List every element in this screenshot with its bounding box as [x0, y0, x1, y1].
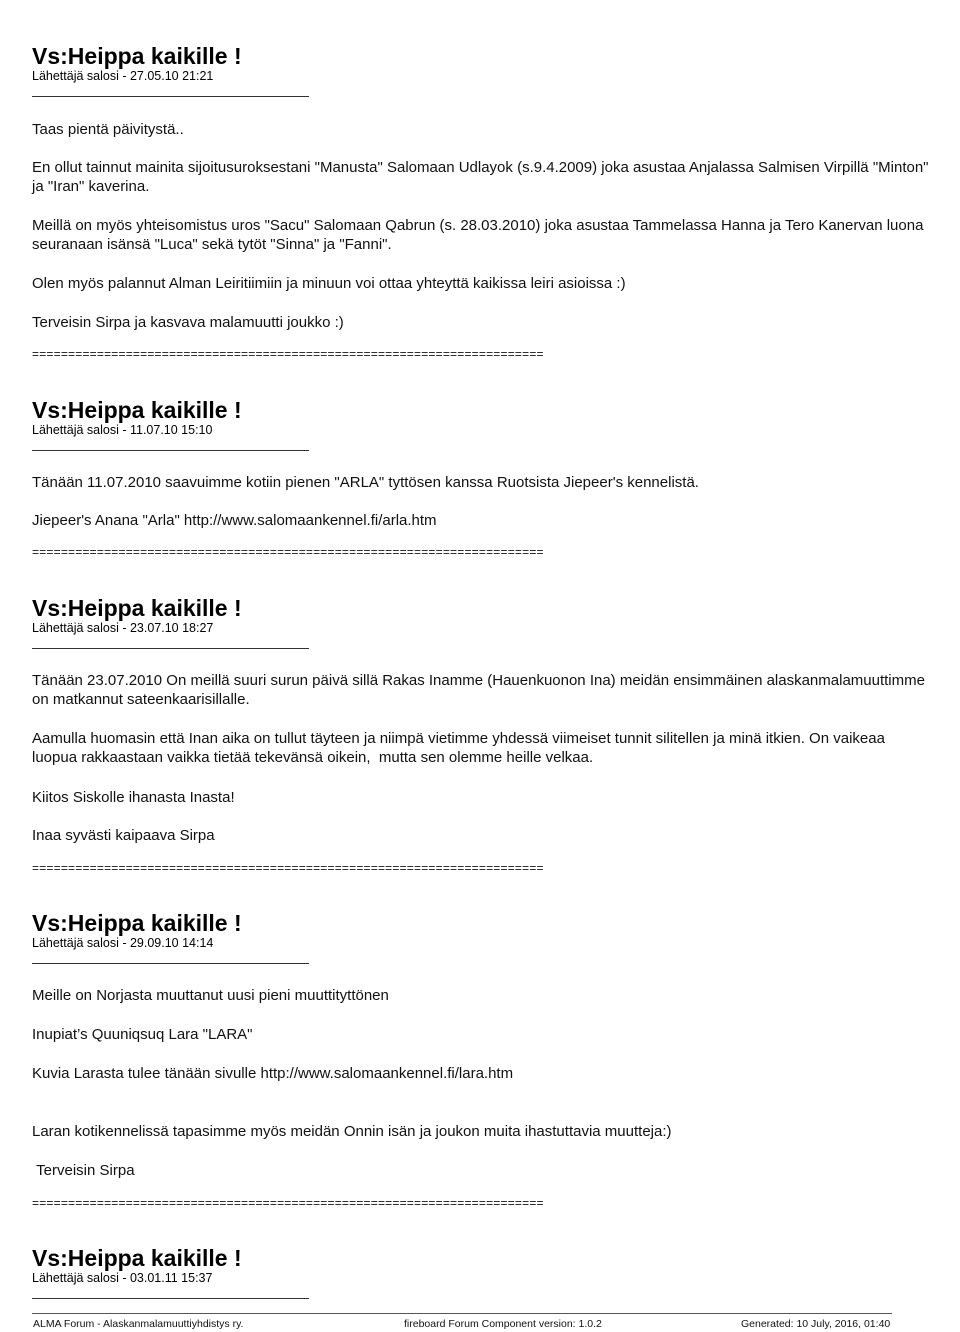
page-footer — [0, 1310, 960, 1332]
post-paragraph: Aamulla huomasin että Inan aika on tullut täyteen ja niimpä vietimme yhdessä viimeiset tunnit silitellen ja minä itkien. On vaikeaa luopua rakkaastaan vaikka tietää tekevänsä oikein, mutta sen olemme heille velkaa. — [32, 730, 890, 766]
post — [32, 43, 937, 361]
post-paragraph: Kiitos Siskolle ihanasta Inasta! — [32, 789, 235, 806]
post-paragraph: Terveisin Sirpa ja kasvava malamuutti joukko :) — [32, 314, 344, 331]
post-divider — [32, 96, 309, 97]
post — [32, 397, 937, 559]
post-paragraph: Inaa syvästi kaipaava Sirpa — [32, 827, 215, 844]
post-paragraph: Inupiat’s Quuniqsuq Lara "LARA" — [32, 1026, 253, 1043]
post-paragraph: En ollut tainnut mainita sijoitusuroksestani "Manusta" Salomaan Udlayok (s.9.4.2009) joka asustaa Anjalassa Salmisen Virpillä "Minton" ja "Iran" kaverina. — [32, 159, 933, 195]
post-title: Vs:Heippa kaikille ! — [32, 1245, 242, 1271]
post-separator: ======================================================================= — [32, 545, 544, 559]
post — [32, 595, 937, 875]
post-separator: ======================================================================= — [32, 1196, 544, 1210]
post-meta: Lähettäjä salosi - 23.07.10 18:27 — [32, 621, 214, 635]
post-paragraph: Tänään 11.07.2010 saavuimme kotiin pienen "ARLA" tyttösen kanssa Ruotsista Jiepeer's kennelistä. — [32, 474, 699, 491]
footer-divider — [32, 1313, 892, 1314]
post-paragraph: Meillä on myös yhteisomistus uros "Sacu" Salomaan Qabrun (s. 28.03.2010) joka asustaa Tammelassa Hanna ja Tero Kanervan luona seuranaan isänsä "Luca" sekä tytöt "Sinna" ja "Fanni". — [32, 217, 928, 253]
post-paragraph: Jiepeer's Anana "Arla" http://www.salomaankennel.fi/arla.htm — [32, 512, 437, 529]
post-paragraph: Meille on Norjasta muuttanut uusi pieni muuttityttönen — [32, 987, 389, 1004]
post-meta: Lähettäjä salosi - 29.09.10 14:14 — [32, 936, 214, 950]
post-paragraph: Tänään 23.07.2010 On meillä suuri surun päivä sillä Rakas Inamme (Hauenkuonon Ina) meidän ensimmäinen alaskanmalamuuttimme on matkannut sateenkaarisillalle. — [32, 672, 930, 708]
post — [32, 1245, 937, 1299]
post-paragraph: Taas pientä päivitystä.. — [32, 121, 184, 138]
post-separator: ======================================================================= — [32, 861, 544, 875]
post-title: Vs:Heippa kaikille ! — [32, 910, 242, 936]
post-divider — [32, 1298, 309, 1299]
post-title: Vs:Heippa kaikille ! — [32, 397, 242, 423]
post-paragraph: Olen myös palannut Alman Leiritiimiin ja minuun voi ottaa yhteyttä kaikissa leiri asioissa :) — [32, 275, 626, 292]
post-divider — [32, 963, 309, 964]
post-meta: Lähettäjä salosi - 27.05.10 21:21 — [32, 69, 214, 83]
footer-site-name: ALMA Forum - Alaskanmalamuuttiyhdistys ry. — [33, 1318, 244, 1330]
footer-component-version: fireboard Forum Component version: 1.0.2 — [404, 1318, 602, 1330]
post-divider — [32, 450, 309, 451]
post-meta: Lähettäjä salosi - 03.01.11 15:37 — [32, 1271, 213, 1285]
post-separator: ======================================================================= — [32, 347, 544, 361]
post — [32, 910, 937, 1210]
post-paragraph: Terveisin Sirpa — [32, 1162, 135, 1179]
post-title: Vs:Heippa kaikille ! — [32, 595, 242, 621]
post-divider — [32, 648, 309, 649]
post-paragraph: Laran kotikennelissä tapasimme myös meidän Onnin isän ja joukon muita ihastuttavia muutteja:) — [32, 1123, 672, 1140]
post-meta: Lähettäjä salosi - 11.07.10 15:10 — [32, 423, 213, 437]
post-paragraph: Kuvia Larasta tulee tänään sivulle http://www.salomaankennel.fi/lara.htm — [32, 1065, 514, 1082]
post-title: Vs:Heippa kaikille ! — [32, 43, 242, 69]
footer-generated-date: Generated: 10 July, 2016, 01:40 — [741, 1318, 891, 1330]
